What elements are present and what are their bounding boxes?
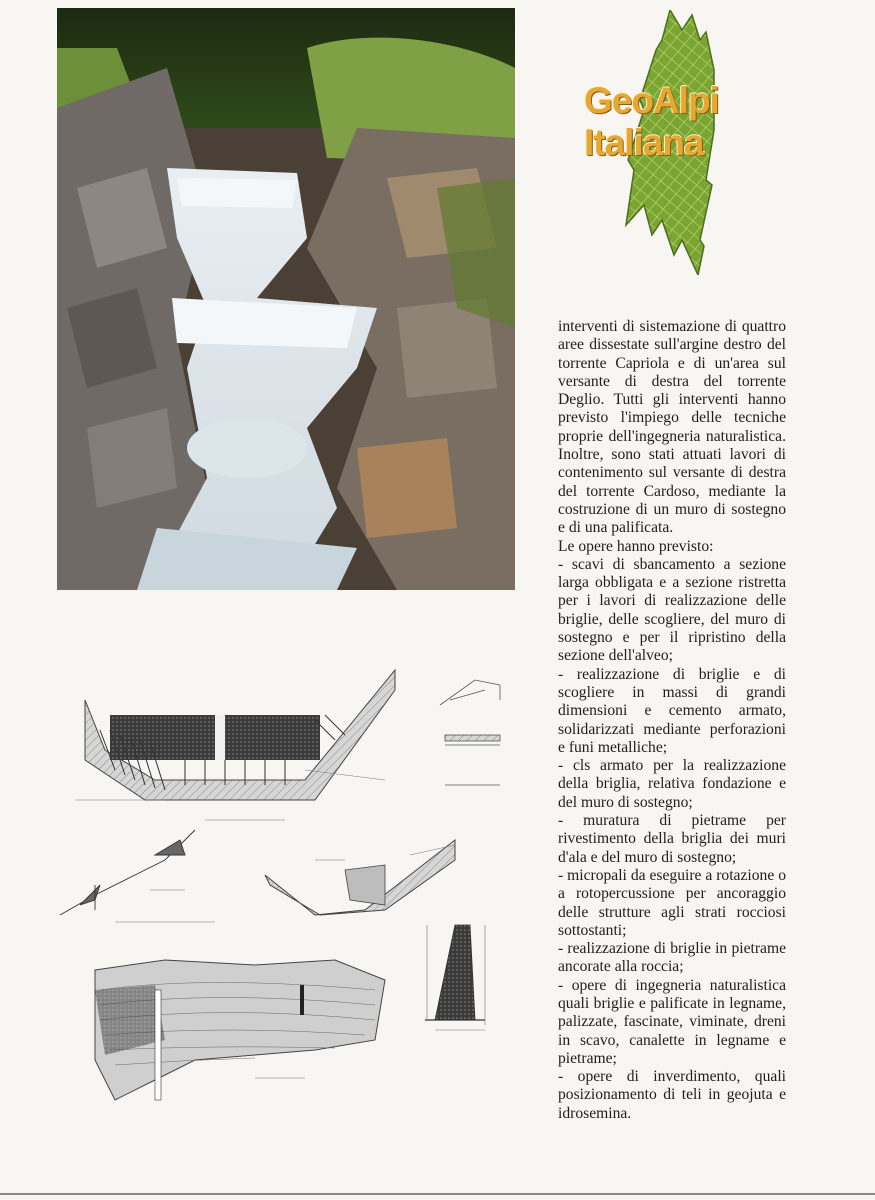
list-item: - opere di ingegneria naturalistica quali briglie e palificate in legname, palizzate, fascinate, viminate, dreni in scavo, canalette in legname e pietrame; — [558, 976, 786, 1067]
logo-title-line2: Italiana — [584, 122, 704, 163]
body-text — [558, 318, 786, 1123]
section-drawing-2 — [265, 840, 455, 915]
list-item: - scavi di sbancamento a sezione larga obbligata e a sezione ristretta per i lavori di realizzazione delle briglie, delle scogliere, del muro di sostegno e per il ripristino della sezione dell'alveo; — [558, 555, 786, 665]
plan-view-drawing — [95, 960, 385, 1100]
paragraph-list-header: Le opere hanno previsto: — [558, 537, 714, 555]
waterfall-photo — [57, 8, 515, 590]
page-edge-line — [0, 1193, 875, 1195]
list-item: - realizzazione di briglie in pietrame ancorate alla roccia; — [558, 940, 786, 976]
detail-drawing-1 — [440, 680, 500, 785]
paragraph-intro: interventi di sistemazione di quattro aree dissestate sull'argine destro del torrente Capriola e di un'area sul versante di destra del torrente Deglio. Tutti gli interventi hanno previsto l'impiego delle tecniche proprie dell'ingegneria naturalistica. Inoltre, sono stati attuati lavori di contenimento sul versante di destra del torrente Cardoso, mediante la costruzione di un muro di sostegno e di una palificata. — [558, 318, 786, 537]
list-item: - micropali da eseguire a rotazione o a rotopercussione per ancoraggio delle strutture agli strati rocciosi sottostanti; — [558, 866, 786, 939]
technical-drawings — [55, 660, 515, 1120]
slope-profile-drawing — [60, 830, 215, 922]
geoalpi-logo — [582, 10, 764, 275]
list-item: - muratura di pietrame per rivestimento della briglia dei muri d'ala e del muro di sostegno; — [558, 812, 786, 866]
list-item: - realizzazione di briglie e di scogliere in massi di grandi dimensioni e cemento armato, solidarizzati mediante perforazioni e funi metalliche; — [558, 665, 786, 756]
logo-title-line1: GeoAlpi — [584, 80, 719, 121]
wall-section-drawing — [425, 925, 485, 1030]
list-item: - opere di inverdimento, quali posizionamento di teli in geojuta e idrosemina. — [558, 1068, 786, 1122]
section-drawing-1 — [75, 670, 395, 820]
list-item: - cls armato per la realizzazione della briglia, relativa fondazione e del muro di sostegno; — [558, 757, 786, 811]
